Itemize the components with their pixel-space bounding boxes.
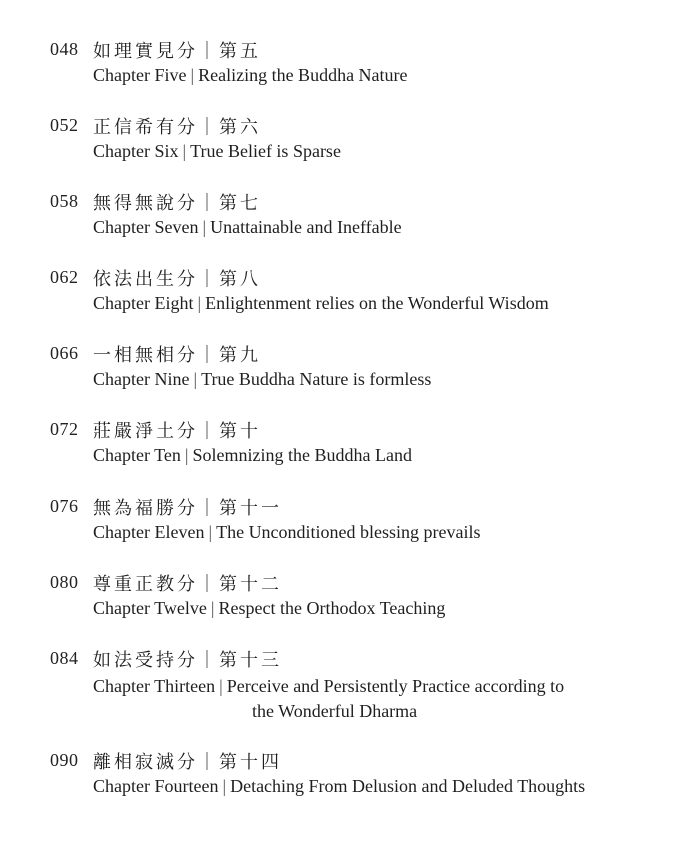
chapter-title: True Buddha Nature is formless: [201, 369, 432, 389]
separator: |: [182, 141, 187, 161]
separator: |: [190, 65, 195, 85]
chapter-label: Chapter Thirteen: [93, 676, 216, 696]
chapter-title-wrapped: [93, 674, 564, 724]
chapter-label: Chapter Nine: [93, 369, 190, 389]
english-chapter-line: [93, 674, 564, 724]
chapter-label: Chapter Seven: [93, 217, 199, 237]
chinese-chapter-title: 依法出生分｜第八: [93, 269, 261, 289]
separator: |: [197, 293, 202, 313]
page-number: 066: [50, 343, 79, 363]
chinese-chapter-title: 一相無相分｜第九: [93, 345, 261, 365]
page-number: 058: [50, 191, 79, 211]
chinese-chapter-title: 正信希有分｜第六: [93, 117, 261, 137]
page-number: 084: [50, 648, 79, 668]
chapter-label: Chapter Six: [93, 141, 179, 161]
page-number: 052: [50, 115, 79, 135]
separator: |: [193, 369, 198, 389]
english-chapter-line: [93, 369, 431, 390]
separator: |: [202, 217, 207, 237]
chinese-chapter-title: 無為福勝分｜第十一: [93, 498, 282, 518]
english-chapter-line: [93, 522, 481, 543]
chapter-label: Chapter Five: [93, 65, 187, 85]
english-chapter-line: [93, 65, 408, 86]
english-chapter-line: [93, 293, 549, 314]
separator: |: [184, 445, 189, 465]
chapter-title-line-2: the Wonderful Dharma: [252, 701, 418, 721]
chapter-label: Chapter Eight: [93, 293, 194, 313]
chapter-title: Perceive and Persistently Practice according to: [226, 676, 565, 696]
chapter-label: Chapter Eleven: [93, 522, 205, 542]
english-chapter-line: [93, 217, 402, 238]
page-number: 048: [50, 39, 79, 59]
chapter-label: Chapter Fourteen: [93, 776, 219, 796]
chinese-chapter-title: 離相寂滅分｜第十四: [93, 752, 282, 772]
chapter-label: Chapter Ten: [93, 445, 181, 465]
chinese-chapter-title: 尊重正教分｜第十二: [93, 574, 282, 594]
english-chapter-line: [93, 141, 341, 162]
chapter-title: True Belief is Sparse: [190, 141, 341, 161]
chapter-label: Chapter Twelve: [93, 598, 207, 618]
chinese-chapter-title: 如理實見分｜第五: [93, 41, 261, 61]
chapter-title: Detaching From Delusion and Deluded Thoughts: [230, 776, 586, 796]
english-chapter-line: [93, 598, 445, 619]
page-number: 072: [50, 419, 79, 439]
chinese-chapter-title: 莊嚴淨土分｜第十: [93, 421, 261, 441]
page-number: 076: [50, 496, 79, 516]
separator: |: [208, 522, 213, 542]
separator: |: [222, 776, 227, 796]
separator: |: [219, 676, 223, 696]
page-number: 080: [50, 572, 79, 592]
chapter-title: Enlightenment relies on the Wonderful Wisdom: [205, 293, 549, 313]
chapter-title: Respect the Orthodox Teaching: [218, 598, 446, 618]
chinese-chapter-title: 如法受持分｜第十三: [93, 650, 282, 670]
page-number: 090: [50, 750, 79, 770]
chapter-title: Unattainable and Ineffable: [210, 217, 402, 237]
chapter-title-line-1: [93, 674, 564, 699]
chapter-title: Solemnizing the Buddha Land: [192, 445, 412, 465]
chapter-title: Realizing the Buddha Nature: [198, 65, 408, 85]
separator: |: [210, 598, 215, 618]
english-chapter-line: [93, 776, 585, 797]
chapter-title: The Unconditioned blessing prevails: [216, 522, 481, 542]
english-chapter-line: [93, 445, 412, 466]
page-number: 062: [50, 267, 79, 287]
chinese-chapter-title: 無得無說分｜第七: [93, 193, 261, 213]
